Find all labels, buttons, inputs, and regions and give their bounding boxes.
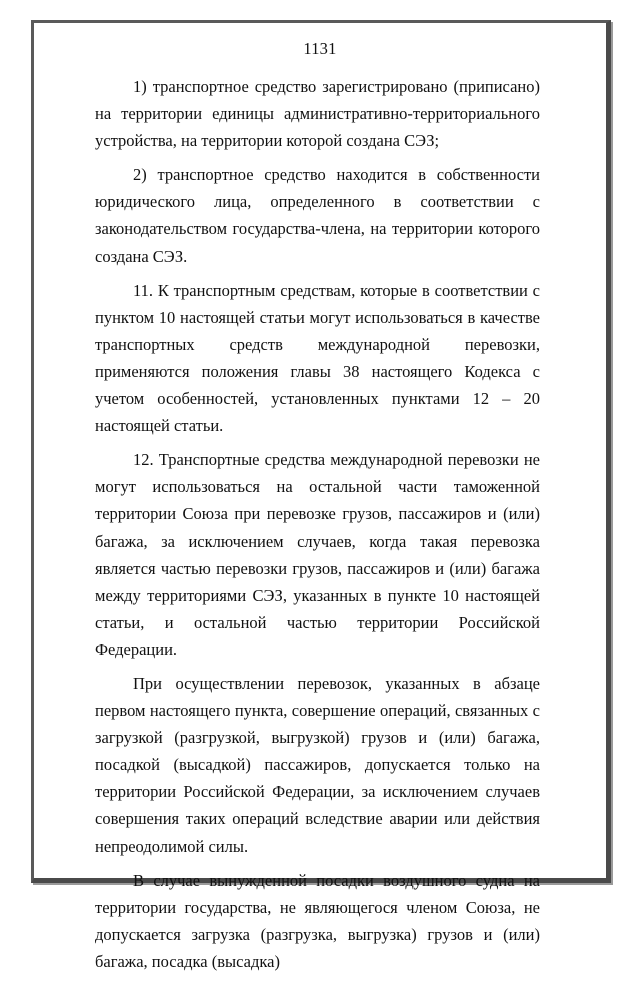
document-body [95, 73, 540, 982]
paragraph-point-11: 11. К транспортным средствам, которые в соответствии с пунктом 10 настоящей статьи могут использоваться в качестве транспортных средств международной перевозки, применяются положения главы 38 настоящего Кодекса с учетом особенностей, установленных пунктами 12 – 20 настоящей статьи. [95, 280, 540, 436]
page-number: 1131 [303, 39, 337, 58]
paragraph-point-12: 12. Транспортные средства международной перевозки не могут использоваться на остальной части таможенной территории Союза при перевозке грузов, пассажиров и (или) багажа, за исключением случаев, когда такая перевозка является частью перевозки грузов, пассажиров и (или) багажа между территориями СЭЗ, указанных в пункте 10 настоящей статьи, и остальной частью территории Российской Федерации. [95, 450, 540, 659]
paragraph-point-12-part-2: При осуществлении перевозок, указанных в абзаце первом настоящего пункта, совершение операций, связанных с загрузкой (разгрузкой, выгрузкой) грузов и (или) багажа, посадкой (высадкой) пассажиров, допускается только на территории Российской Федерации, за исключением случаев совершения таких операций вследствие аварии или действия непреодолимой силы. [95, 673, 540, 856]
document-page [31, 20, 611, 971]
paragraph-item-1: 1) транспортное средство зарегистрировано (приписано) на территории единицы административно-территориального устройства, на территории которой создана СЭЗ; [95, 77, 540, 151]
paragraph-item-2: 2) транспортное средство находится в собственности юридического лица, определенного в соответствии с законодательством государства-члена, на территории которого создана СЭЗ. [95, 165, 540, 266]
paragraph-forced-landing: В случае вынужденной посадки воздушного судна на территории государства, не являющегося членом Союза, не допускается загрузка (разгрузка, выгрузка) грузов и (или) багажа, посадка (высадка) [95, 870, 540, 971]
